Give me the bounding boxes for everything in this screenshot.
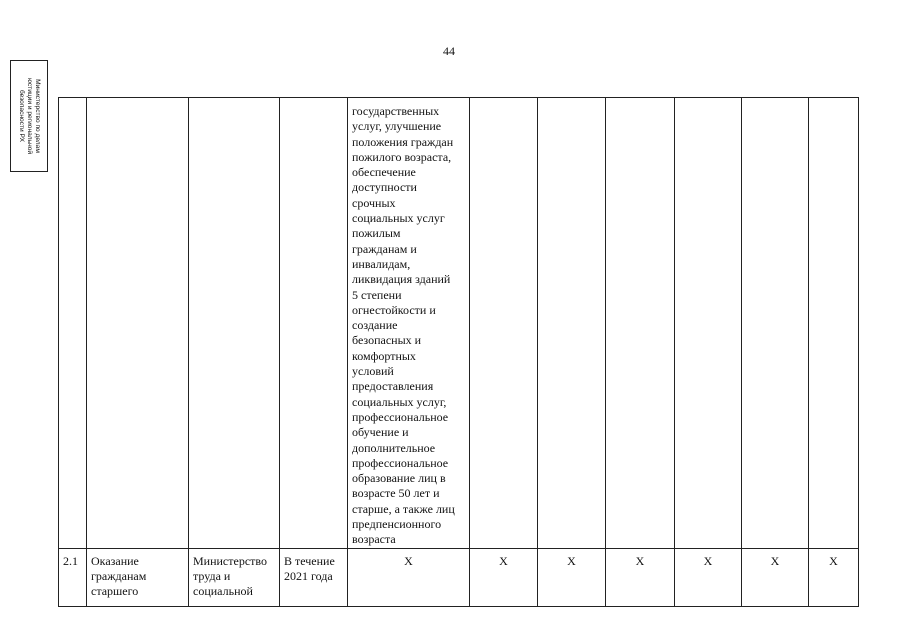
mark-cell: X	[809, 548, 859, 606]
mark-cell: X	[470, 548, 538, 606]
registration-stamp	[10, 60, 48, 172]
table-row-item-2-1	[59, 548, 859, 606]
table-cell	[59, 98, 87, 549]
table-cell	[809, 98, 859, 549]
mark-cell: X	[675, 548, 742, 606]
table-cell	[538, 98, 606, 549]
table-cell	[675, 98, 742, 549]
table-cell	[470, 98, 538, 549]
mark-cell: X	[606, 548, 675, 606]
term-cell: В течение 2021 года	[280, 548, 348, 606]
mark-cell: X	[348, 548, 470, 606]
mark-cell: X	[538, 548, 606, 606]
table-cell	[87, 98, 189, 549]
plan-table	[58, 97, 859, 607]
responsible-cell: Министерство труда и социальной	[189, 548, 280, 606]
stamp-text: Министерство по делам юстиции и региональной безопасности РХ	[18, 77, 41, 155]
page-number: 44	[443, 44, 455, 58]
item-name-cell: Оказание гражданам старшего	[87, 548, 189, 606]
table-cell	[189, 98, 280, 549]
table-cell	[742, 98, 809, 549]
table-cell	[606, 98, 675, 549]
goal-description-cell: государственных услуг, улучшение положения граждан пожилого возраста, обеспечение доступности срочных социальных услуг пожилым гражданам и инвалидам, ликвидация зданий 5 степени огнестойкости и создание безопасных и комфортных условий предоставления социальных услуг, профессиональное обучение и дополнительное профессиональное образование лиц в возрасте 50 лет и старше, а также лиц предпенсионного возраста	[348, 98, 470, 549]
table-cell	[280, 98, 348, 549]
item-number-cell: 2.1	[59, 548, 87, 606]
mark-cell: X	[742, 548, 809, 606]
table-row-continuation	[59, 98, 859, 549]
